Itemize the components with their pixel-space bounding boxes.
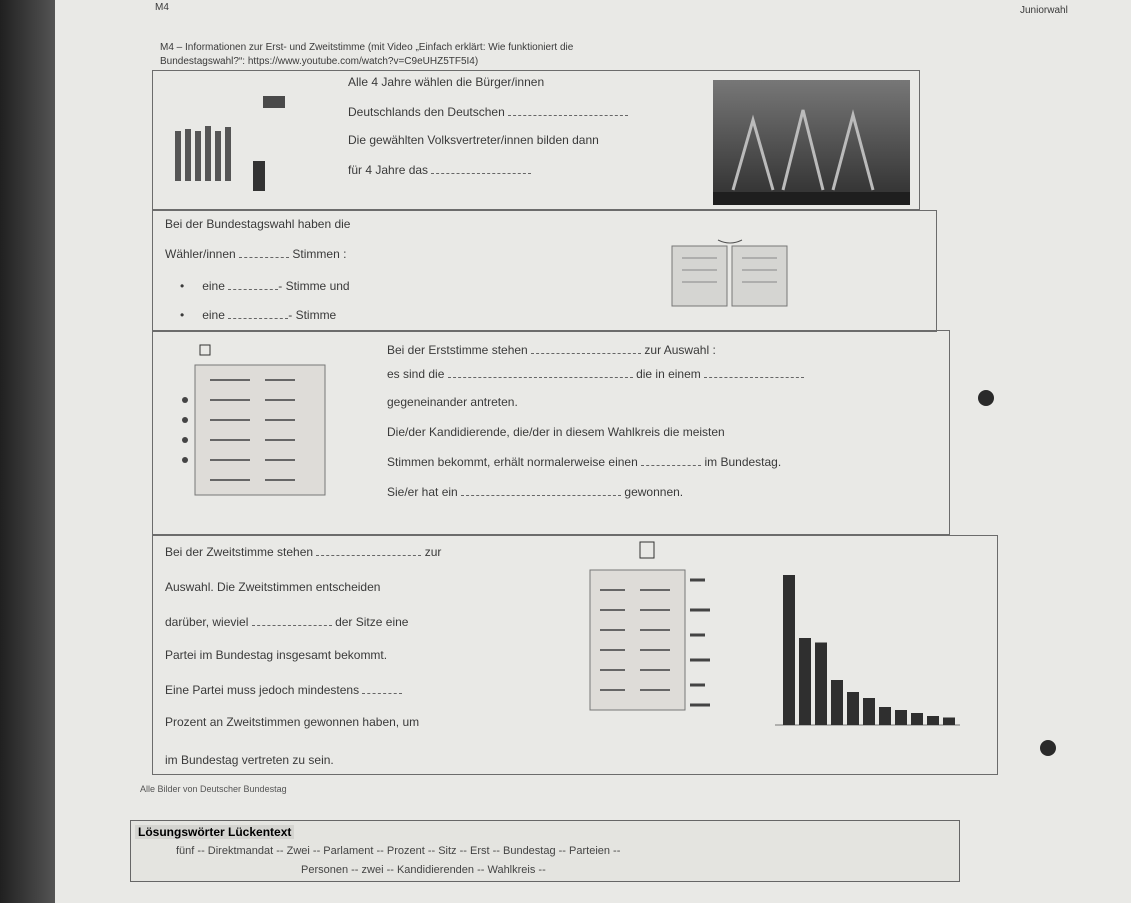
s2-line1: Bei der Bundestagswahl haben die bbox=[165, 217, 351, 231]
s3-line3: gegeneinander antreten. bbox=[387, 395, 518, 409]
answer-words-line2: Personen -- zwei -- Kandidierenden -- Wahlkreis -- bbox=[301, 864, 546, 876]
s3-line4: Die/der Kandidierende, die/der in diesem Wahlkreis die meisten bbox=[387, 425, 725, 439]
voters-icon bbox=[153, 71, 333, 206]
seat-bar-5 bbox=[847, 692, 859, 725]
seat-bar-1 bbox=[783, 575, 795, 725]
worksheet-id: M4 bbox=[155, 2, 169, 13]
erststimme-ballot-icon bbox=[175, 340, 335, 500]
s4-line7: im Bundestag vertreten zu sein. bbox=[165, 753, 334, 767]
s4-line4: Partei im Bundestag insgesamt bekommt. bbox=[165, 648, 388, 662]
parliament-photo bbox=[713, 80, 910, 205]
seat-bar-7 bbox=[879, 707, 891, 725]
s1-line2: Deutschlands den Deutschen bbox=[348, 105, 628, 119]
image-source: Alle Bilder von Deutscher Bundestag bbox=[140, 784, 287, 794]
s3-line1: Bei der Erststimme stehen zur Auswahl : bbox=[387, 343, 716, 357]
s4-line3: darüber, wieviel der Sitze eine bbox=[165, 615, 409, 629]
header-line1: M4 – Informationen zur Erst- und Zweitstimme (mit Video „Einfach erklärt: Wie funktioniert die bbox=[160, 42, 574, 53]
s1-line4: für 4 Jahre das bbox=[348, 163, 531, 177]
s4-line5: Eine Partei muss jedoch mindestens bbox=[165, 683, 402, 697]
zweitstimme-ballot-icon bbox=[585, 540, 765, 715]
header-line2: Bundestagswahl?“: https://www.youtube.com/watch?v=C9eUHZ5TF5I4) bbox=[160, 56, 479, 67]
seat-bar-11 bbox=[943, 718, 955, 726]
punch-hole-top bbox=[978, 390, 994, 406]
seat-bar-6 bbox=[863, 698, 875, 725]
s2-bullet1: • eine - Stimme und bbox=[180, 279, 350, 293]
ballot-paper-icon bbox=[670, 238, 790, 308]
answer-word-box bbox=[130, 820, 960, 882]
s2-bullet2: • eine - Stimme bbox=[180, 308, 336, 322]
seat-distribution-chart bbox=[775, 570, 965, 730]
s3-line2: es sind die die in einem bbox=[387, 367, 804, 381]
s4-line6: Prozent an Zweitstimmen gewonnen haben, um bbox=[165, 715, 420, 729]
s4-line1: Bei der Zweitstimme stehen zur bbox=[165, 545, 442, 559]
answer-box-title: Lösungswörter Lückentext bbox=[135, 825, 294, 839]
seat-bar-4 bbox=[831, 680, 843, 725]
s3-line6: Sie/er hat ein gewonnen. bbox=[387, 485, 684, 499]
s2-line2: Wähler/innen Stimmen : bbox=[165, 247, 347, 261]
answer-words-line1: fünf -- Direktmandat -- Zwei -- Parlament -- Prozent -- Sitz -- Erst -- Bundestag -- Parteien -- bbox=[176, 845, 621, 857]
s1-line3: Die gewählten Volksvertreter/innen bilden dann bbox=[348, 133, 599, 147]
s4-line2: Auswahl. Die Zweitstimmen entscheiden bbox=[165, 580, 381, 594]
seat-bar-9 bbox=[911, 713, 923, 725]
seat-bar-3 bbox=[815, 643, 827, 726]
plenary-icon bbox=[713, 80, 910, 205]
voters-illustration bbox=[152, 70, 337, 210]
punch-hole-bottom bbox=[1040, 740, 1056, 756]
seat-bar-2 bbox=[799, 638, 811, 725]
s3-line5: Stimmen bekommt, erhält normalerweise einen im Bundestag. bbox=[387, 455, 782, 469]
juniorwahl-logo: Juniorwahl bbox=[1020, 5, 1068, 16]
seat-bar-8 bbox=[895, 710, 907, 725]
seat-bar-10 bbox=[927, 716, 939, 725]
s1-line1: Alle 4 Jahre wählen die Bürger/innen bbox=[348, 75, 545, 89]
